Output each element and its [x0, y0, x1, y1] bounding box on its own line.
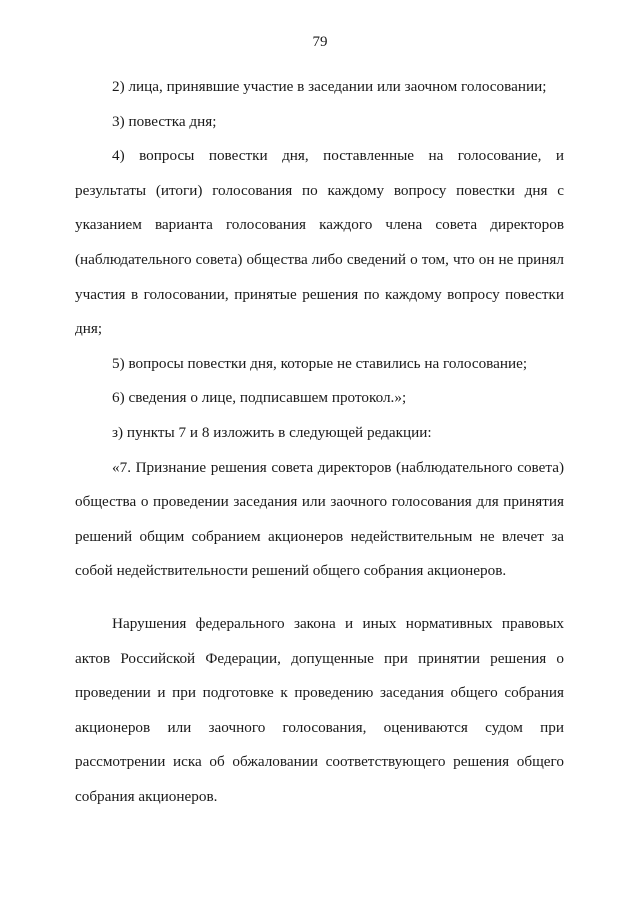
paragraph-item-6: 6) сведения о лице, подписавшем протокол.»; — [112, 389, 407, 407]
page-number: 79 — [312, 34, 328, 50]
paragraph-item-5: 5) вопросы повестки дня, которые не ставились на голосование; — [112, 354, 528, 372]
paragraph-item-3: 3) повестка дня; — [112, 112, 217, 130]
paragraph-item-4: 4) вопросы повестки дня, поставленные на голосование, и результаты (итоги) голосования по каждому вопросу повестки дня с указанием варианта голосования каждого члена совета директоров (наблюдательного совета) общества либо сведений о том, что он не принял участия в голосовании, принятые решения по каждому вопросу повестки дня; — [75, 147, 564, 338]
paragraph-item-2: 2) лица, принявшие участие в заседании или заочном голосовании; — [112, 78, 547, 95]
paragraph-violations: Нарушения федерального закона и иных нормативных правовых актов Российской Федерации, допущенные при принятии решения о проведении и при подготовке к проведению заседания общего собрания акционеров или заочного голосования, оцениваются судом при рассмотрении иска об обжаловании соответствующего решения общего собрания акционеров. — [75, 614, 564, 805]
document-body — [75, 70, 564, 814]
paragraph-clause-7: «7. Признание решения совета директоров (наблюдательного совета) общества о проведении заседания или заочного голосования для принятия решений общим собранием акционеров недействительным не влечет за собой недействительности решений общего собрания акционеров. — [75, 458, 564, 580]
paragraph-amendment-z: з) пункты 7 и 8 изложить в следующей редакции: — [112, 423, 432, 441]
